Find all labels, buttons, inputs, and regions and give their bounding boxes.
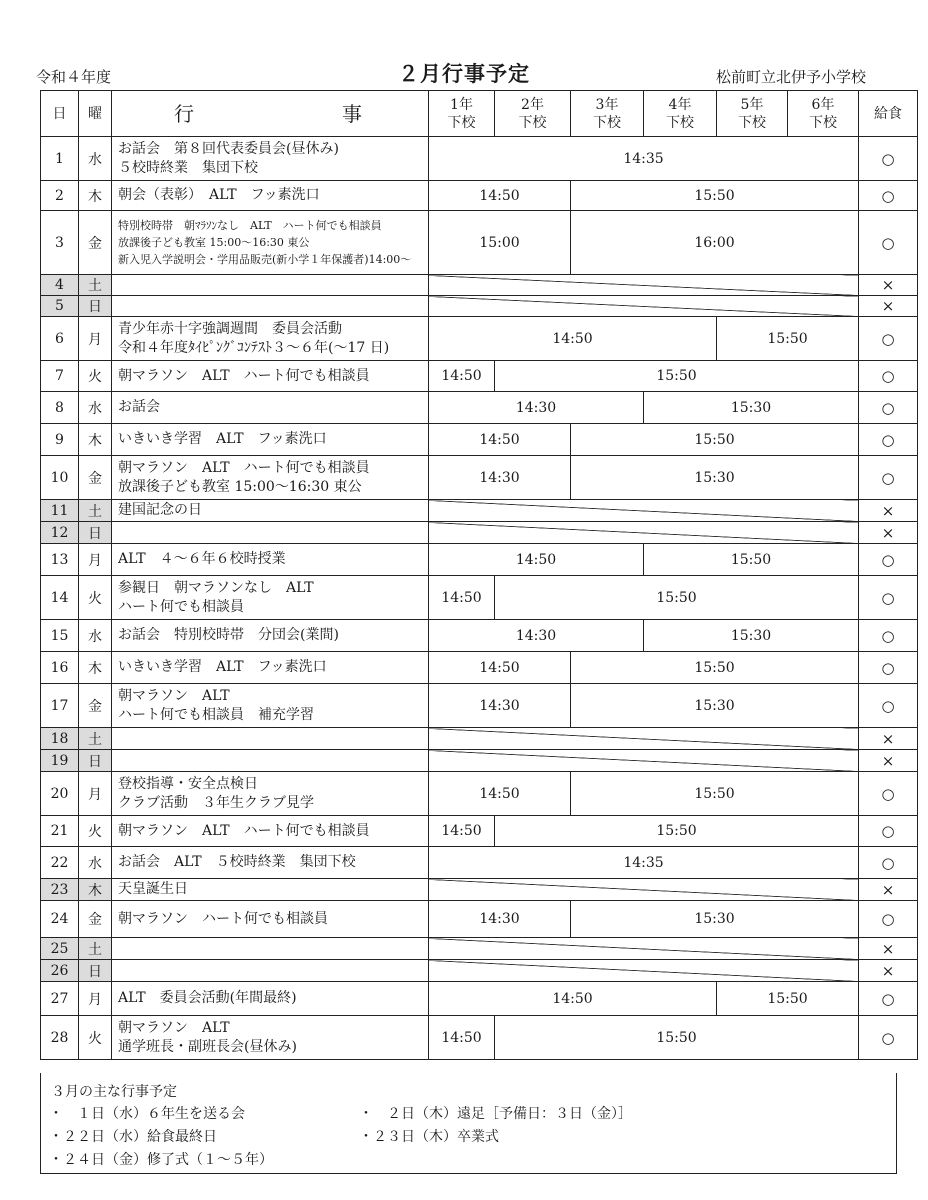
day-number: 22 — [41, 847, 79, 879]
lunch-mark: ○ — [859, 137, 918, 181]
march-event-item: ・２４日（金）修了式（１～５年） — [49, 1152, 273, 1168]
weekday: 水 — [79, 620, 112, 652]
event-line: クラブ活動 ３年生クラブ見学 — [118, 794, 314, 811]
day-row — [41, 275, 918, 296]
dismissal-time: 14:50 — [429, 181, 571, 211]
no-lunch-mark: × — [859, 750, 918, 772]
event-line: 建国記念の日 — [118, 502, 202, 518]
lunch-mark: ○ — [859, 684, 918, 728]
col-grade1-header — [429, 91, 495, 137]
lunch-mark: ○ — [859, 772, 918, 816]
weekday: 土 — [79, 500, 112, 522]
event-line: 令和４年度ﾀｲﾋﾟﾝｸﾞｺﾝﾃｽﾄ３～６年(～17 日) — [118, 339, 390, 356]
weekday: 月 — [79, 772, 112, 816]
weekday: 火 — [79, 1016, 112, 1060]
day-row — [41, 424, 918, 456]
day-number: 8 — [41, 392, 79, 424]
day-row — [41, 684, 918, 728]
march-event-item: ・ １日（水）６年生を送る会 — [49, 1106, 245, 1122]
col-grade4-header — [644, 91, 717, 137]
day-number: 16 — [41, 652, 79, 684]
no-school-cell — [429, 938, 859, 960]
weekday: 水 — [79, 392, 112, 424]
event-line: お話会 — [118, 399, 160, 415]
col-day-header: 日 — [41, 91, 79, 137]
event-cell — [112, 576, 429, 620]
dismissal-label: 下校 — [593, 114, 621, 131]
no-lunch-mark: × — [859, 728, 918, 750]
dismissal-time: 14:50 — [429, 982, 717, 1016]
day-number: 1 — [41, 137, 79, 181]
day-row — [41, 847, 918, 879]
event-cell — [112, 816, 429, 847]
schedule-body — [41, 137, 918, 1060]
dismissal-time: 14:50 — [429, 576, 495, 620]
event-line: ALT 委員会活動(年間最終) — [118, 990, 297, 1006]
event-line: 新入児入学説明会・学用品販売(新小学１年保護者)14:00～ — [118, 253, 412, 266]
event-line: いきいき学習 ALT フッ素洗口 — [118, 431, 327, 447]
event-cell — [112, 652, 429, 684]
event-cell — [112, 544, 429, 576]
dismissal-label: 下校 — [666, 114, 694, 131]
day-number: 5 — [41, 296, 79, 317]
event-cell — [112, 500, 429, 522]
event-line: 参観日 朝マラソンなし ALT — [118, 579, 314, 596]
grade-label: 2年 — [521, 96, 544, 113]
day-number: 18 — [41, 728, 79, 750]
dismissal-time: 14:35 — [429, 847, 859, 879]
weekday: 土 — [79, 275, 112, 296]
weekday: 日 — [79, 960, 112, 982]
day-number: 14 — [41, 576, 79, 620]
weekday: 日 — [79, 296, 112, 317]
event-line: お話会 第８回代表委員会(昼休み) — [118, 140, 339, 157]
no-school-cell — [429, 522, 859, 544]
lunch-mark: ○ — [859, 181, 918, 211]
lunch-mark: ○ — [859, 1016, 918, 1060]
event-line: ハート何でも相談員 — [118, 598, 244, 615]
dismissal-time: 16:00 — [571, 211, 859, 275]
dismissal-label: 下校 — [518, 114, 547, 131]
col-event-header: 行 事 — [112, 91, 429, 137]
day-number: 23 — [41, 879, 79, 901]
day-row — [41, 296, 918, 317]
day-number: 4 — [41, 275, 79, 296]
grade-label: 5年 — [740, 96, 764, 113]
no-lunch-mark: × — [859, 879, 918, 901]
dismissal-time: 15:50 — [717, 317, 859, 361]
no-school-cell — [429, 275, 859, 296]
dismissal-time: 14:50 — [429, 424, 571, 456]
dismissal-time: 14:50 — [429, 544, 644, 576]
weekday: 木 — [79, 652, 112, 684]
no-lunch-mark: × — [859, 938, 918, 960]
event-line: お話会 ALT ５校時終業 集団下校 — [118, 854, 356, 870]
event-line: 特別校時帯 朝ﾏﾗｿﾝなし ALT ハート何でも相談員 — [118, 219, 382, 232]
dismissal-time: 15:30 — [644, 620, 859, 652]
day-number: 2 — [41, 181, 79, 211]
day-number: 20 — [41, 772, 79, 816]
dismissal-time: 14:50 — [429, 361, 495, 392]
event-line: 朝マラソン ALT ハート何でも相談員 — [118, 822, 370, 839]
event-line: ５校時終業 集団下校 — [118, 159, 258, 176]
no-lunch-mark: × — [859, 296, 918, 317]
day-number: 17 — [41, 684, 79, 728]
weekday: 火 — [79, 361, 112, 392]
event-cell — [112, 317, 429, 361]
event-cell — [112, 522, 429, 544]
dismissal-time: 15:30 — [571, 684, 859, 728]
event-cell — [112, 750, 429, 772]
event-cell — [112, 620, 429, 652]
day-row — [41, 1016, 918, 1060]
lunch-mark: ○ — [859, 652, 918, 684]
day-number: 13 — [41, 544, 79, 576]
event-cell — [112, 1016, 429, 1060]
header-row — [41, 91, 918, 137]
schedule-table — [40, 90, 918, 1060]
lunch-mark: ○ — [859, 816, 918, 847]
event-line: 通学班長・副班長会(昼休み) — [118, 1038, 297, 1055]
day-number: 24 — [41, 901, 79, 938]
dismissal-time: 14:30 — [429, 392, 644, 424]
day-number: 15 — [41, 620, 79, 652]
day-row — [41, 938, 918, 960]
day-row — [41, 456, 918, 500]
dismissal-label: 下校 — [447, 114, 476, 131]
lunch-mark: ○ — [859, 982, 918, 1016]
lunch-mark: ○ — [859, 847, 918, 879]
event-cell — [112, 424, 429, 456]
dismissal-time: 15:50 — [495, 1016, 859, 1060]
day-number: 28 — [41, 1016, 79, 1060]
dismissal-time: 14:30 — [429, 620, 644, 652]
weekday: 月 — [79, 544, 112, 576]
day-number: 6 — [41, 317, 79, 361]
day-number: 9 — [41, 424, 79, 456]
event-line: 朝マラソン ALT — [118, 1019, 230, 1036]
col-lunch-header: 給食 — [859, 91, 918, 137]
no-lunch-mark: × — [859, 960, 918, 982]
event-cell — [112, 392, 429, 424]
weekday: 木 — [79, 424, 112, 456]
event-line: 朝マラソン ALT ハート何でも相談員 — [118, 459, 370, 476]
day-number: 25 — [41, 938, 79, 960]
no-lunch-mark: × — [859, 275, 918, 296]
day-row — [41, 576, 918, 620]
event-line: 青少年赤十字強調週間 委員会活動 — [118, 320, 342, 337]
day-row — [41, 317, 918, 361]
lunch-mark: ○ — [859, 620, 918, 652]
dismissal-time: 15:50 — [571, 181, 859, 211]
dismissal-time: 15:30 — [571, 456, 859, 500]
dismissal-time: 15:50 — [495, 361, 859, 392]
dismissal-time: 15:50 — [717, 982, 859, 1016]
weekday: 月 — [79, 982, 112, 1016]
day-row — [41, 816, 918, 847]
grade-label: 1年 — [450, 96, 473, 113]
no-lunch-mark: × — [859, 522, 918, 544]
event-line: お話会 特別校時帯 分団会(業間) — [118, 627, 339, 643]
event-cell — [112, 684, 429, 728]
dismissal-time: 15:50 — [571, 652, 859, 684]
col-grade5-header — [717, 91, 788, 137]
col-grade6-header — [788, 91, 859, 137]
weekday: 水 — [79, 847, 112, 879]
event-cell — [112, 728, 429, 750]
col-grade3-header — [571, 91, 644, 137]
event-cell — [112, 181, 429, 211]
day-row — [41, 137, 918, 181]
day-row — [41, 982, 918, 1016]
event-cell — [112, 361, 429, 392]
dismissal-time: 14:30 — [429, 684, 571, 728]
event-line: 朝マラソン ALT ハート何でも相談員 — [118, 367, 370, 384]
weekday: 日 — [79, 750, 112, 772]
march-event-item: ・ ２日（木）遠足［予備日：３日（金）］ — [359, 1106, 632, 1122]
weekday: 火 — [79, 816, 112, 847]
day-row — [41, 544, 918, 576]
weekday: 日 — [79, 522, 112, 544]
day-row — [41, 181, 918, 211]
march-heading: ３月の主な行事予定 — [51, 1084, 177, 1100]
march-events-box — [40, 1073, 897, 1174]
day-number: 26 — [41, 960, 79, 982]
march-event-item: ・２２日（水）給食最終日 — [49, 1129, 217, 1145]
weekday: 木 — [79, 181, 112, 211]
dismissal-time: 15:50 — [495, 816, 859, 847]
school-name: 松前町立北伊予小学校 — [715, 68, 866, 86]
dismissal-time: 15:50 — [644, 544, 859, 576]
day-row — [41, 361, 918, 392]
day-number: 3 — [41, 211, 79, 275]
event-cell — [112, 275, 429, 296]
event-line: 放課後子ども教室 15:00～16:30 東公 — [118, 236, 310, 249]
event-line: 天皇誕生日 — [118, 881, 188, 897]
page-title: ２月行事予定 — [398, 62, 530, 86]
event-cell — [112, 296, 429, 317]
no-school-cell — [429, 960, 859, 982]
day-row — [41, 620, 918, 652]
dismissal-time: 15:30 — [571, 901, 859, 938]
dismissal-time: 15:50 — [571, 424, 859, 456]
lunch-mark: ○ — [859, 392, 918, 424]
no-school-cell — [429, 879, 859, 901]
day-row — [41, 652, 918, 684]
dismissal-label: 下校 — [738, 114, 766, 131]
day-row — [41, 392, 918, 424]
event-line: 朝マラソン ハート何でも相談員 — [118, 910, 328, 927]
dismissal-time: 14:50 — [429, 816, 495, 847]
weekday: 土 — [79, 728, 112, 750]
event-cell — [112, 137, 429, 181]
col-weekday-header: 曜 — [79, 91, 112, 137]
event-line: いきいき学習 ALT フッ素洗口 — [118, 659, 327, 675]
event-cell — [112, 772, 429, 816]
event-cell — [112, 847, 429, 879]
dismissal-time: 14:50 — [429, 652, 571, 684]
dismissal-time: 14:30 — [429, 901, 571, 938]
day-row — [41, 211, 918, 275]
event-line: 朝マラソン ALT — [118, 687, 230, 704]
event-cell — [112, 879, 429, 901]
event-line: 放課後子ども教室 15:00～16:30 東公 — [118, 478, 362, 495]
day-number: 11 — [41, 500, 79, 522]
event-cell — [112, 938, 429, 960]
lunch-mark: ○ — [859, 456, 918, 500]
lunch-mark: ○ — [859, 424, 918, 456]
grade-label: 6年 — [811, 96, 835, 113]
day-number: 19 — [41, 750, 79, 772]
lunch-mark: ○ — [859, 544, 918, 576]
grade-label: 3年 — [595, 96, 619, 113]
day-number: 27 — [41, 982, 79, 1016]
no-school-cell — [429, 750, 859, 772]
weekday: 金 — [79, 901, 112, 938]
dismissal-time: 14:50 — [429, 772, 571, 816]
weekday: 金 — [79, 456, 112, 500]
dismissal-time: 14:30 — [429, 456, 571, 500]
dismissal-time: 15:50 — [571, 772, 859, 816]
event-cell — [112, 901, 429, 938]
dismissal-time: 14:50 — [429, 317, 717, 361]
day-row — [41, 522, 918, 544]
event-line: ALT ４～６年６校時授業 — [118, 551, 286, 567]
day-row — [41, 728, 918, 750]
grade-label: 4年 — [668, 96, 692, 113]
weekday: 月 — [79, 317, 112, 361]
day-number: 21 — [41, 816, 79, 847]
weekday: 木 — [79, 879, 112, 901]
lunch-mark: ○ — [859, 361, 918, 392]
lunch-mark: ○ — [859, 576, 918, 620]
weekday: 火 — [79, 576, 112, 620]
event-line: ハート何でも相談員 補充学習 — [118, 706, 314, 723]
march-event-item: ・２３日（木）卒業式 — [359, 1129, 499, 1145]
col-grade2-header — [495, 91, 571, 137]
day-row — [41, 772, 918, 816]
dismissal-time: 14:50 — [429, 1016, 495, 1060]
day-number: 12 — [41, 522, 79, 544]
day-row — [41, 750, 918, 772]
day-row — [41, 500, 918, 522]
weekday: 土 — [79, 938, 112, 960]
lunch-mark: ○ — [859, 317, 918, 361]
dismissal-time: 15:50 — [495, 576, 859, 620]
dismissal-time: 15:30 — [644, 392, 859, 424]
no-lunch-mark: × — [859, 500, 918, 522]
event-line: 登校指導・安全点検日 — [118, 775, 258, 792]
event-cell — [112, 211, 429, 275]
dismissal-time: 15:00 — [429, 211, 571, 275]
dismissal-time: 14:35 — [429, 137, 859, 181]
day-row — [41, 960, 918, 982]
no-school-cell — [429, 728, 859, 750]
event-cell — [112, 456, 429, 500]
dismissal-label: 下校 — [809, 114, 837, 131]
day-number: 7 — [41, 361, 79, 392]
event-cell — [112, 960, 429, 982]
day-number: 10 — [41, 456, 79, 500]
lunch-mark: ○ — [859, 211, 918, 275]
no-school-cell — [429, 500, 859, 522]
day-row — [41, 879, 918, 901]
day-row — [41, 901, 918, 938]
event-cell — [112, 982, 429, 1016]
weekday: 水 — [79, 137, 112, 181]
weekday: 金 — [79, 211, 112, 275]
weekday: 金 — [79, 684, 112, 728]
no-school-cell — [429, 296, 859, 317]
lunch-mark: ○ — [859, 901, 918, 938]
fiscal-year-label: 令和４年度 — [36, 68, 112, 86]
event-line: 朝会（表彰） ALT フッ素洗口 — [118, 187, 320, 203]
